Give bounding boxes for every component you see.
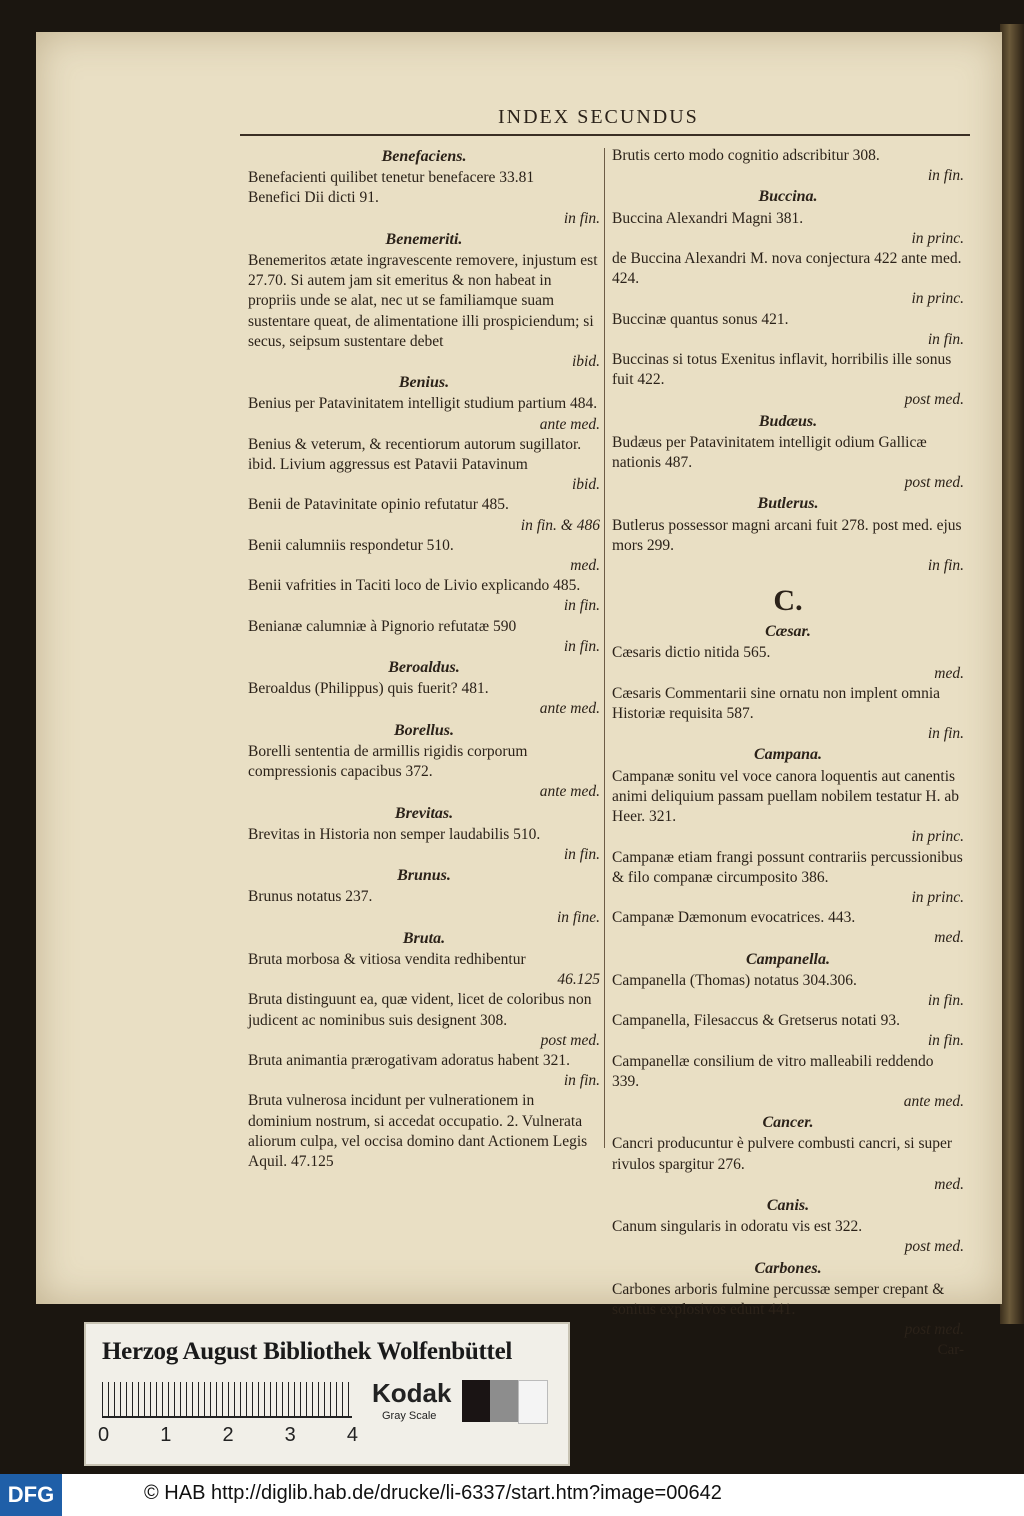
index-entry [248, 536, 600, 576]
entry-text: Campanæ sonitu vel voce canora loquentis aut canentis animi deliquium passam puellam nobilem testatur H. ab Heer. 321. [612, 767, 959, 826]
entry-text: Benefici Dii dicti 91. [248, 189, 379, 207]
entry-reference: 46.125 [557, 971, 600, 989]
entry-text: Brevitas in Historia non semper laudabilis 510. [248, 825, 541, 843]
entry-reference: post med. [904, 474, 964, 492]
entry-reference: in princ. [911, 828, 964, 846]
index-heading: Borellus. [393, 721, 454, 739]
index-heading: Campanella. [745, 950, 830, 968]
gray-scale-label: Gray Scale [382, 1410, 437, 1422]
gray-swatch [490, 1380, 518, 1422]
entry-text: Brutis certo modo cognitio adscribitur 308. [612, 147, 880, 164]
entry-text: Benius & veterum, & recentiorum autorum sugillator. ibid. Livium aggressus est Patavii Patavinum [248, 435, 582, 474]
index-heading: Brevitas. [394, 804, 454, 822]
entry-reference: med. [570, 557, 600, 575]
gray-swatch [518, 1380, 548, 1424]
entry-reference: ante med. [539, 700, 600, 718]
entry-text: Buccinas si totus Exenitus inflavit, horribilis ille sonus fuit 422. [612, 351, 952, 389]
right-index-column [612, 146, 964, 1361]
index-entry [248, 168, 600, 188]
index-entry [248, 435, 600, 496]
index-entry [612, 1052, 964, 1113]
library-name: Herzog August Bibliothek Wolfenbüttel [102, 1338, 513, 1365]
index-heading: Budæus. [758, 412, 818, 430]
index-heading: Butlerus. [757, 495, 819, 513]
index-entry [612, 209, 964, 249]
entry-text: Campanella (Thomas) notatus 304.306. [612, 971, 857, 989]
entry-reference: in fin. [563, 1072, 600, 1090]
entry-text: Benius per Patavinitatem intelligit studium partium 484. [248, 395, 598, 413]
entry-text: Buccinæ quantus sonus 421. [612, 310, 789, 328]
entry-reference: ante med. [903, 1092, 964, 1110]
entry-reference: in fine. [556, 908, 600, 926]
entry-text: Cancri producuntur è pulvere combusti cancri, si super rivulos spargitur 276. [612, 1135, 953, 1173]
book-spine [1000, 24, 1024, 1324]
entry-reference: in fin. [927, 725, 964, 743]
index-entry [612, 767, 964, 848]
column-divider [604, 148, 605, 1148]
index-heading: Brunus. [397, 867, 451, 885]
entry-reference: in fin. [927, 991, 964, 1009]
entry-text: Benianæ calumniæ à Pignorio refutatæ 590 [248, 617, 517, 635]
image-credit: © HAB http://diglib.hab.de/drucke/li-6337/start.htm?image=00642 [144, 1482, 722, 1504]
entry-reference: ibid. [572, 353, 600, 371]
index-heading: Benius. [398, 374, 450, 392]
entry-text: Campanæ Dæmonum evocatrices. 443. [612, 909, 856, 927]
entry-text: Cæsaris Commentarii sine ornatu non implent omnia Historiæ requisita 587. [612, 684, 941, 723]
index-heading: Campana. [753, 746, 822, 764]
index-entry [612, 310, 964, 350]
entry-text: Benii de Patavinitate opinio refutatur 485. [248, 496, 509, 514]
index-entry [612, 848, 964, 909]
entry-text: Borelli sententia de armillis rigidis corporum compressionis capacibus 372. [248, 742, 528, 781]
index-entry [248, 950, 600, 990]
color-calibration-bar [84, 1322, 570, 1466]
entry-reference: in fin. [927, 557, 964, 575]
index-entry [248, 742, 600, 803]
ruler-number: 4 [346, 1424, 358, 1446]
index-entry [248, 617, 600, 657]
entry-text: Campanæ etiam frangi possunt contrariis percussionibus & filo companæ circumposito 386. [612, 848, 963, 886]
entry-reference: in fin. [927, 1032, 964, 1050]
index-entry [612, 1217, 964, 1257]
entry-reference: in fin. & 486 [520, 516, 600, 534]
kodak-logo: Kodak [372, 1378, 452, 1408]
entry-reference: in fin. [563, 845, 600, 863]
ruler-number: 3 [284, 1424, 296, 1446]
index-entry [248, 188, 600, 228]
entry-reference: ante med. [539, 783, 600, 801]
index-entry [612, 684, 964, 745]
entry-text: Bruta distinguunt ea, quæ vident, licet de coloribus non judicent ac nominibus suis designent 308. [248, 991, 592, 1029]
index-entry [248, 1051, 600, 1091]
entry-text: Canum singularis in odoratu vis est 322. [612, 1218, 863, 1236]
index-heading: Bruta. [402, 929, 446, 947]
footer-bar [0, 1474, 1024, 1516]
entry-text: Benemeritos ætate ingravescente removere, injustum est 27.70. Si autem jam sit emeritus & non habeat in propriis unde se alat, nec ut se familiamque suam sustentare queat, de alimentatione illi prospiciendum; si secus, seipsum sustentare debet [248, 252, 598, 350]
index-entry [248, 679, 600, 719]
catchword: Car- [937, 1342, 964, 1359]
index-heading: Buccina. [758, 188, 818, 206]
header-rule [240, 134, 970, 136]
section-letter: C. [773, 584, 803, 618]
entry-reference: post med. [904, 1238, 964, 1256]
entry-reference: in princ. [911, 888, 964, 906]
index-entry [248, 887, 600, 927]
index-entry [612, 146, 964, 186]
entry-text: Campanellæ consilium de vitro malleabili reddendo 339. [612, 1052, 934, 1090]
gray-swatch [462, 1380, 490, 1422]
entry-text: Benii calumniis respondetur 510. [248, 536, 454, 554]
index-entry [612, 1011, 964, 1051]
entry-text: Budæus per Patavinitatem intelligit odium Gallicæ nationis 487. [612, 433, 927, 472]
running-head: INDEX SECUNDUS [498, 106, 699, 128]
entry-reference: med. [934, 929, 964, 947]
index-entry [248, 394, 600, 434]
index-entry [612, 971, 964, 1011]
index-heading: Canis. [766, 1196, 810, 1214]
entry-reference: med. [934, 1175, 964, 1193]
entry-reference: post med. [904, 1321, 964, 1339]
entry-text: Beroaldus (Philippus) quis fuerit? 481. [248, 680, 489, 698]
left-index-column [248, 146, 600, 1172]
entry-reference: med. [934, 664, 964, 682]
entry-text: Campanella, Filesaccus & Gretserus notati 93. [612, 1012, 900, 1030]
entry-reference: ante med. [539, 415, 600, 433]
index-entry [248, 495, 600, 535]
entry-reference: ibid. [572, 476, 600, 494]
index-entry [612, 1280, 964, 1341]
index-entry [248, 1091, 600, 1172]
ruler-scale [102, 1382, 352, 1418]
entry-text: de Buccina Alexandri M. nova conjectura 422 ante med. 424. [612, 250, 962, 288]
index-entry [248, 825, 600, 865]
entry-reference: in princ. [911, 290, 964, 308]
ruler-numbers [98, 1424, 358, 1447]
index-entry [612, 908, 964, 948]
index-entry [248, 990, 600, 1051]
index-entry [248, 251, 600, 372]
entry-reference: in fin. [563, 597, 600, 615]
dfg-logo: DFG [0, 1474, 62, 1516]
entry-reference: post med. [904, 391, 964, 409]
entry-text: Brunus notatus 237. [248, 888, 373, 906]
ruler-number: 1 [160, 1424, 172, 1446]
index-heading: Carbones. [754, 1259, 822, 1277]
ruler-number: 2 [222, 1424, 234, 1446]
entry-text: Buccina Alexandri Magni 381. [612, 209, 804, 227]
entry-text: Bruta morbosa & vitiosa vendita redhibentur [248, 950, 526, 968]
entry-reference: in fin. [563, 637, 600, 655]
entry-text: Cæsaris dictio nitida 565. [612, 644, 771, 662]
entry-text: Benii vafrities in Taciti loco de Livio explicando 485. [248, 577, 581, 595]
index-heading: Cancer. [762, 1114, 814, 1132]
entry-reference: in fin. [563, 209, 600, 227]
index-heading: Beroaldus. [388, 659, 460, 677]
index-entry [612, 1134, 964, 1195]
entry-text: Benefacienti quilibet tenetur benefacere 33.81 [248, 169, 535, 187]
entry-text: Bruta animantia prærogativam adoratus habent 321. [248, 1051, 570, 1069]
entry-reference: in princ. [911, 229, 964, 247]
index-entry [612, 643, 964, 683]
index-heading: Benemeriti. [385, 230, 463, 248]
entry-text: Butlerus possessor magni arcani fuit 278. post med. ejus mors 299. [612, 516, 962, 554]
index-entry [612, 249, 964, 310]
index-entry [612, 516, 964, 577]
entry-reference: in fin. [927, 330, 964, 348]
index-entry [612, 350, 964, 411]
index-heading: Cæsar. [765, 623, 811, 641]
entry-text: Bruta vulnerosa incidunt per vulnerationem in dominium nostrum, si accedat occupatio. 2. Vulnerata aliorum culpa, vel occisa domino dant Actionem Legis Aquil. 47.125 [248, 1092, 588, 1170]
entry-reference: post med. [540, 1031, 600, 1049]
index-heading: Benefaciens. [381, 148, 467, 165]
index-entry [612, 433, 964, 494]
entry-reference: in fin. [927, 167, 964, 185]
index-entry [248, 576, 600, 616]
entry-text: Carbones arboris fulmine percussæ semper crepant & sonitus explosivos edunt 441. [612, 1280, 945, 1318]
ruler-number: 0 [98, 1424, 110, 1446]
